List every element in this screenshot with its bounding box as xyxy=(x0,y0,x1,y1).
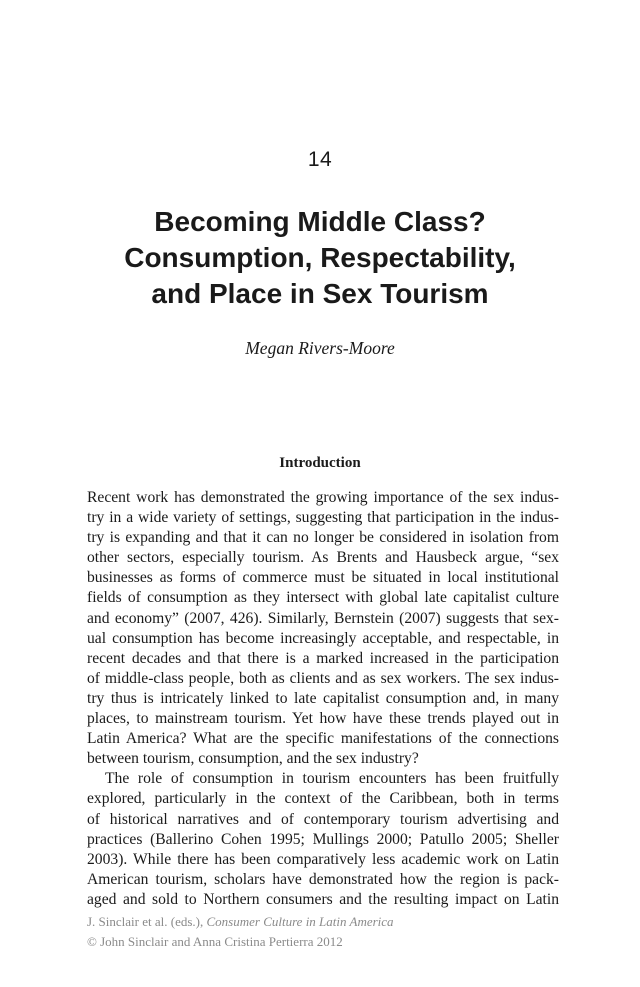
text-line: try thus is intricately linked to late capitalist consumption and, in many xyxy=(87,689,559,707)
text-line: and economy” (2007, 426). Similarly, Bernstein (2007) suggests that sex- xyxy=(87,609,559,627)
text-line: Latin America? What are the specific manifestations of the connections xyxy=(87,730,559,748)
text-line: businesses as forms of commerce must be situated in local institutional xyxy=(87,569,559,587)
book-title: Consumer Culture in Latin America xyxy=(206,914,394,929)
chapter-title-line: Becoming Middle Class? xyxy=(154,206,486,237)
section-heading: Introduction xyxy=(279,455,361,471)
chapter-title-line: and Place in Sex Tourism xyxy=(151,278,489,309)
copyright-footer xyxy=(87,912,559,952)
copyright-line: © John Sinclair and Anna Cristina Pertierra 2012 xyxy=(87,934,343,949)
text-line: American tourism, scholars have demonstrated how the region is pack- xyxy=(87,870,559,888)
paragraph xyxy=(87,769,559,910)
text-line: places, to mainstream tourism. Yet how have these trends played out in xyxy=(87,710,559,728)
paragraph xyxy=(87,488,559,769)
text-line: try in a wide variety of settings, suggesting that participation in the indus- xyxy=(87,509,559,527)
text-line: other sectors, especially tourism. As Brents and Hausbeck argue, “sex xyxy=(87,549,559,567)
text-line: try is expanding and that it can no longer be considered in isolation from xyxy=(87,529,559,547)
text-line: explored, particularly in the context of the Caribbean, both in terms xyxy=(87,790,559,808)
editors-text: J. Sinclair et al. (eds.), xyxy=(87,914,207,929)
text-line: Recent work has demonstrated the growing importance of the sex indus- xyxy=(87,489,559,506)
chapter-number: 14 xyxy=(307,148,333,171)
chapter-title-line: Consumption, Respectability, xyxy=(124,242,516,273)
text-line: fields of consumption as they intersect with global late capitalist culture xyxy=(87,589,559,607)
text-line: recent decades and that there is a marked increased in the participation xyxy=(87,649,559,667)
text-line: ual consumption has become increasingly acceptable, and respectable, in xyxy=(87,629,559,647)
body-text xyxy=(87,488,559,910)
text-line: 2003). While there has been comparatively less academic work on Latin xyxy=(87,850,559,868)
text-line: of middle-class people, both as clients and as sex workers. The sex indus- xyxy=(87,669,559,687)
text-line: practices (Ballerino Cohen 1995; Mullings 2000; Patullo 2005; Sheller xyxy=(87,830,559,848)
text-line: between tourism, consumption, and the sex industry? xyxy=(87,750,419,768)
text-line: of historical narratives and of contemporary tourism advertising and xyxy=(87,810,559,828)
text-line: aged and sold to Northern consumers and the resulting impact on Latin xyxy=(87,890,559,908)
author-name: Megan Rivers-Moore xyxy=(245,338,395,358)
text-line: The role of consumption in tourism encounters has been fruitfully xyxy=(105,770,559,788)
citation-line xyxy=(87,912,559,932)
chapter-title xyxy=(40,204,600,312)
